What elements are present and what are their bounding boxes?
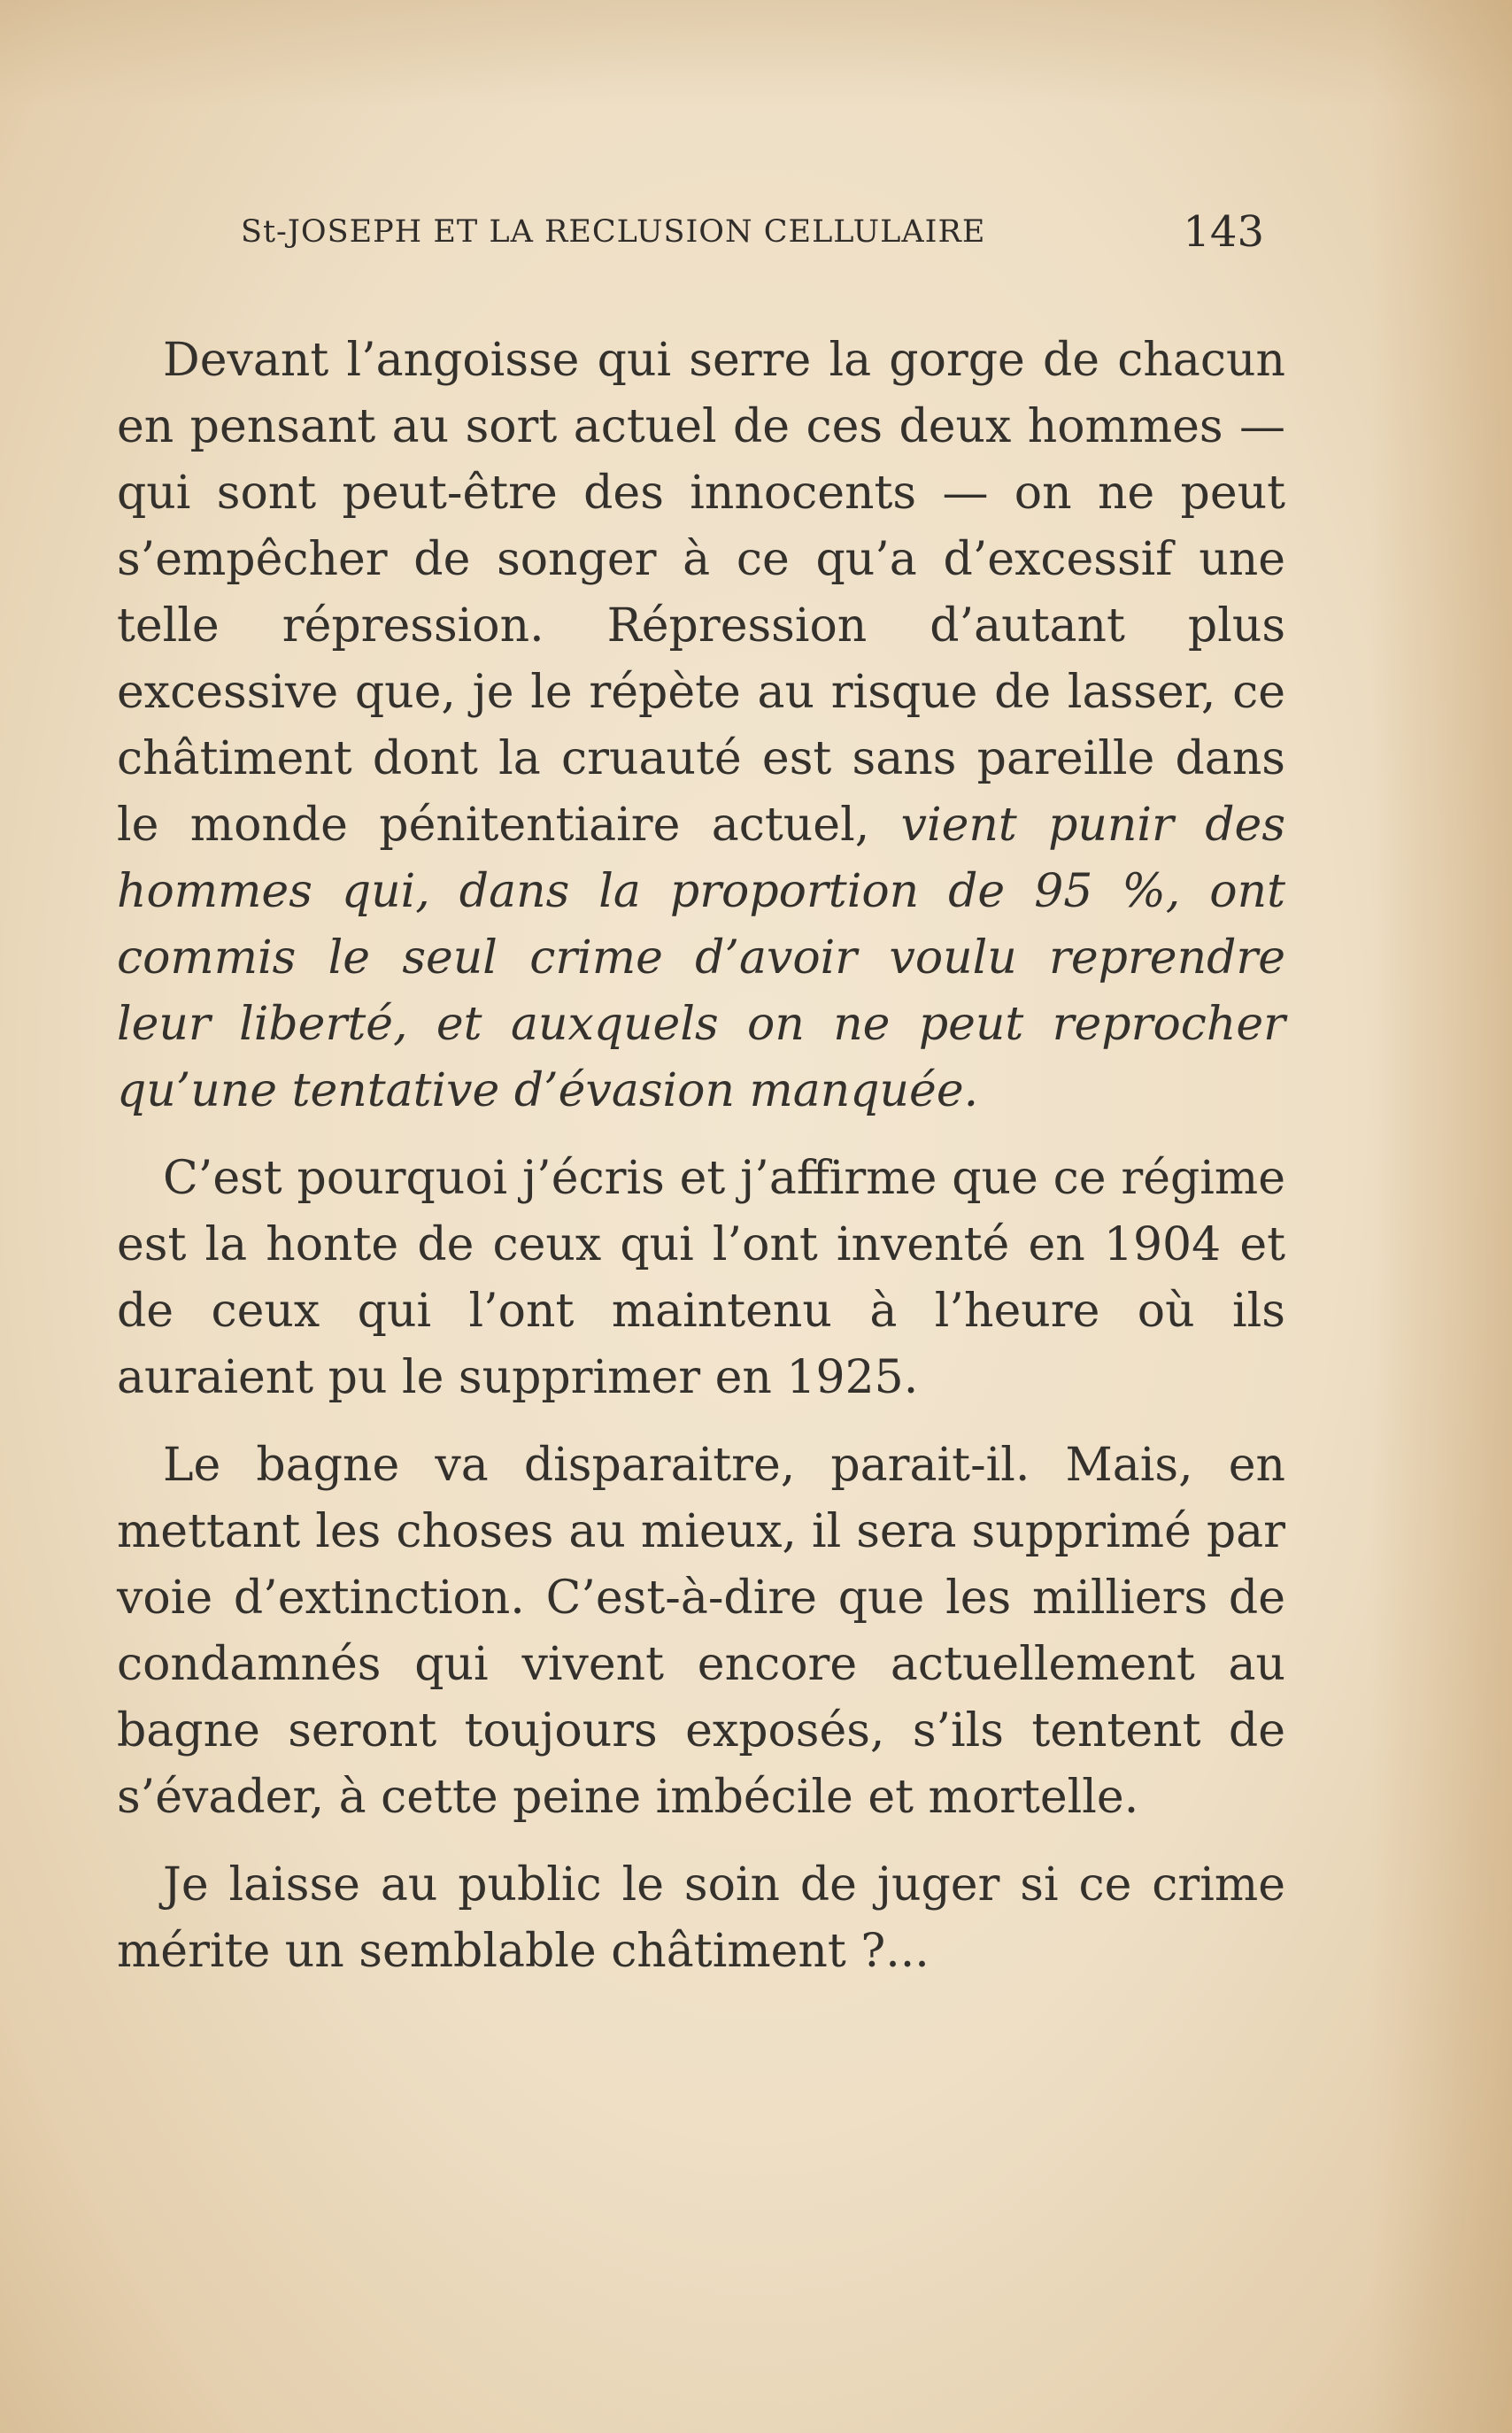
paragraph-1-italic: vient punir des hommes qui, dans la proportion de 95 %, ont commis le seul crime d’avoir voulu reprendre leur liberté, et auxquels on ne peut reprocher qu’une tentative d’évasion manquée. bbox=[117, 799, 1285, 1117]
paragraph-2: C’est pourquoi j’écris et j’affirme que ce régime est la honte de ceux qui l’ont inventé en 1904 et de ceux qui l’ont maintenu à l’heure où ils auraient pu le supprimer en 1925. bbox=[117, 1152, 1285, 1404]
page-number: 143 bbox=[1183, 207, 1264, 257]
page-aging-right bbox=[1370, 0, 1512, 2433]
running-title: St-JOSEPH ET LA RECLUSION CELLULAIRE bbox=[241, 214, 986, 250]
paragraph-4: Je laisse au public le soin de juger si ce crime mérite un semblable châtiment ?... bbox=[117, 1858, 1285, 1978]
paragraph-3: Le bagne va disparaitre, parait-il. Mais, en mettant les choses au mieux, il sera supprimé par voie d’extinction. C’est-à-dire que les milliers de condamnés qui vivent encore actuellement au bagne seront toujours exposés, s’ils tentent de s’évader, à cette peine imbécile et mortelle. bbox=[117, 1439, 1285, 1824]
paragraph-1 bbox=[117, 328, 1285, 1124]
paragraph-1-text: Devant l’angoisse qui serre la gorge de chacun en pensant au sort actuel de ces deux hommes — qui sont peut-être des innocents — on ne peut s’empêcher de songer à ce qu’a d’excessif une telle répression. Répression d’autant plus excessive que, je le répète au risque de lasser, ce châtiment dont la cruauté est sans pareille dans le monde pénitentiaire actuel, bbox=[117, 334, 1285, 852]
running-head bbox=[241, 205, 1264, 267]
body-text bbox=[117, 328, 1285, 2006]
page-aging-top bbox=[0, 0, 1512, 106]
